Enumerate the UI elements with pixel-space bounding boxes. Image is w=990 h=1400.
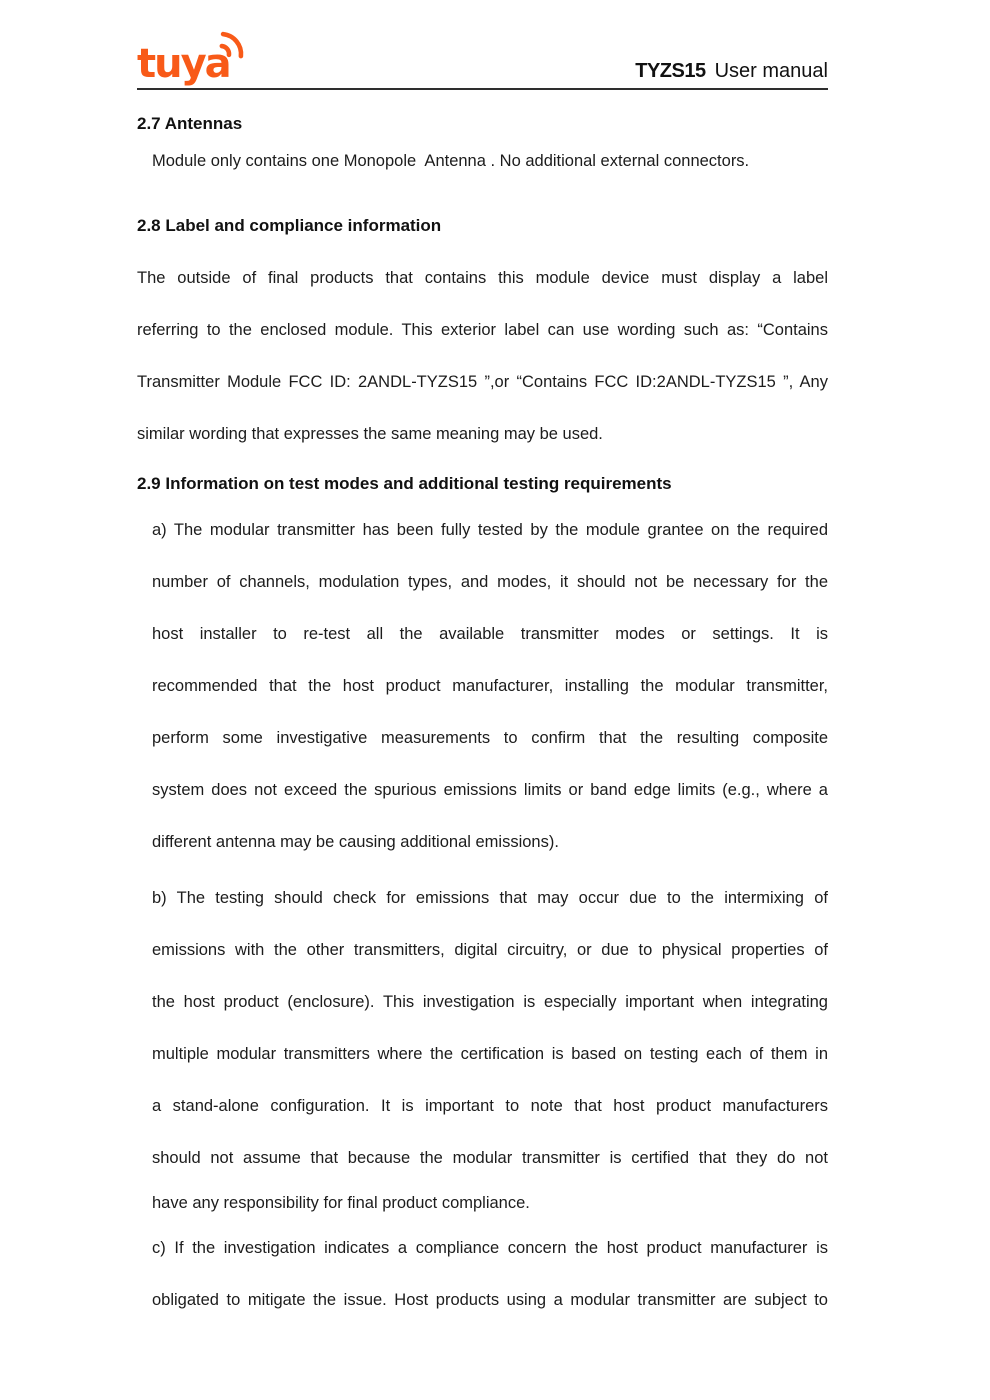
section-heading-2-7: 2.7 Antennas [137, 114, 243, 133]
text-line: different antenna may be causing additional emissions). [152, 833, 559, 851]
text-line: recommended that the host product manufacturer, installing the modular transmitter, [152, 677, 828, 695]
tuya-logo-text: tuya [137, 41, 230, 87]
wifi-signal-icon [214, 29, 247, 62]
text-line: b) The testing should check for emissions that may occur due to the intermixing of [152, 889, 828, 907]
text-line: referring to the enclosed module. This exterior label can use wording such as: “Contains [137, 321, 828, 339]
paragraph-a [137, 504, 828, 868]
page-header [137, 0, 828, 90]
section-heading-2-8: 2.8 Label and compliance information [137, 216, 442, 235]
text-line: perform some investigative measurements to confirm that the resulting composite [152, 729, 828, 747]
text-line: a) The modular transmitter has been fully tested by the module grantee on the required [152, 521, 828, 539]
text-line: system does not exceed the spurious emissions limits or band edge limits (e.g., where a [152, 781, 828, 799]
text-line: The outside of final products that contains this module device must display a label [137, 269, 828, 287]
text-line: multiple modular transmitters where the certification is based on testing each of them in [152, 1045, 828, 1063]
text-line: should not assume that because the modular transmitter is certified that they do not [152, 1149, 828, 1167]
text-line: Transmitter Module FCC ID: 2ANDL-TYZS15 ”,or “Contains FCC ID:2ANDL-TYZS15 ”, Any [137, 373, 828, 391]
document-title [635, 57, 828, 85]
model-number: TYZS15 [635, 60, 706, 82]
paragraph-label-compliance [137, 252, 828, 460]
title-text: User manual [714, 60, 828, 82]
section-heading-2-9: 2.9 Information on test modes and additional testing requirements [137, 474, 672, 493]
tuya-logo [137, 43, 230, 85]
text-line: c) If the investigation indicates a compliance concern the host product manufacturer is [152, 1239, 828, 1257]
text-line: similar wording that expresses the same meaning may be used. [137, 425, 603, 443]
text-line: host installer to re-test all the available transmitter modes or settings. It is [152, 625, 828, 643]
text-line: number of channels, modulation types, and modes, it should not be necessary for the [152, 573, 828, 591]
text-line: the host product (enclosure). This investigation is especially important when integrating [152, 993, 828, 1011]
paragraph-b [137, 872, 828, 1222]
text-line: have any responsibility for final product compliance. [152, 1194, 530, 1212]
text-line: emissions with the other transmitters, digital circuitry, or due to physical properties of [152, 941, 828, 959]
text-line: a stand-alone configuration. It is important to note that host product manufacturers [152, 1097, 828, 1115]
text-line: Module only contains one Monopole Antenna . No additional external connectors. [152, 152, 750, 170]
text-line: obligated to mitigate the issue. Host products using a modular transmitter are subject to [152, 1291, 828, 1309]
paragraph-antennas [137, 144, 828, 178]
paragraph-c [137, 1222, 828, 1326]
